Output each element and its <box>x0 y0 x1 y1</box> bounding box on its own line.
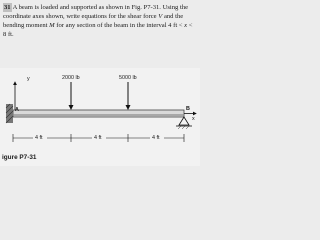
support-b-label: B <box>186 106 190 112</box>
problem-text-4: < 8 ft. <box>3 22 193 38</box>
problem-statement <box>3 3 197 39</box>
load-2000-label: 2000 lb <box>62 75 80 81</box>
figure-caption: igure P7-31 <box>2 154 37 161</box>
dimension-label-1: 4 ft <box>35 135 43 141</box>
load-5000-label: 5000 lb <box>119 75 137 81</box>
pin-support-b <box>179 117 189 125</box>
problem-text-2: and the bending moment <box>3 13 184 29</box>
x-axis-label: x <box>192 116 195 122</box>
dimension-label-2: 4 ft <box>94 135 102 141</box>
x-symbol: x <box>184 22 188 29</box>
shear-symbol: V <box>158 13 163 20</box>
moment-symbol: M <box>49 22 55 29</box>
problem-text-1: A beam is loaded and supported as shown in Fig. P7-31. Using the coordinate axes shown, write equations for the shear force <box>3 4 189 20</box>
y-axis-label: y <box>27 76 30 82</box>
support-a-label: A <box>15 107 19 113</box>
beam <box>13 110 184 117</box>
beam-figure <box>0 68 200 166</box>
dimension-label-3: 4 ft <box>152 135 160 141</box>
problem-text-3: for any section of the beam in the interval 4 ft < <box>54 22 185 29</box>
beam-diagram <box>0 68 200 166</box>
problem-number: 31 <box>4 4 11 11</box>
